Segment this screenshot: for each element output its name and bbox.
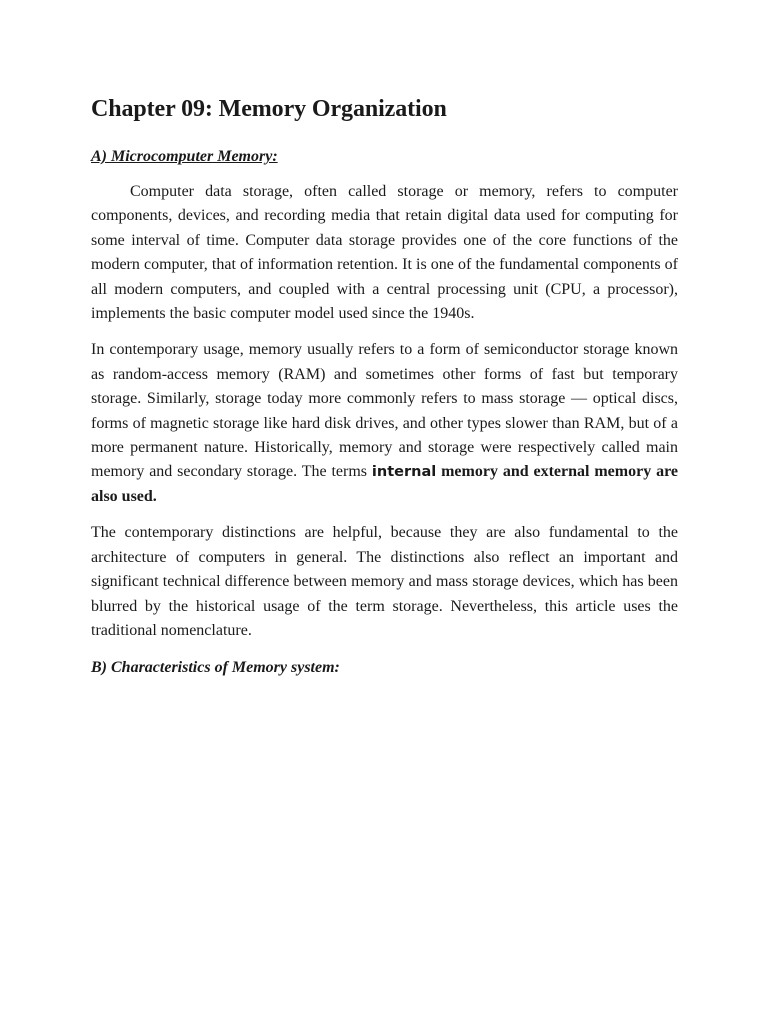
paragraph-2-bold-internal: internal <box>371 464 437 481</box>
paragraph-1: Computer data storage, often called storage or memory, refers to computer components, devices, and recording media that retain digital data used for computing for some interval of time. Computer data storage provides one of the core functions of the modern computer, that of information retention. It is one of the fundamental components of all modern computers, and coupled with a central processing unit (CPU, a processor), implements the basic computer model used since the 1940s. <box>91 183 678 323</box>
section-b-heading: B) Characteristics of Memory system: <box>91 659 340 677</box>
section-a-heading: A) Microcomputer Memory: <box>91 148 278 165</box>
document-page <box>91 92 678 691</box>
paragraph-2-bold-rest: memory and external memory are also used. <box>91 463 679 505</box>
chapter-title: Chapter 09: Memory Organization <box>91 96 447 122</box>
paragraph-2 <box>91 338 678 509</box>
paragraph-2-text: In contemporary usage, memory usually refers to a form of semiconductor storage known as random-access memory (RAM) and sometimes other forms of fast but temporary storage. Similarly, storage today more commonly refers to mass storage — optical discs, forms of magnetic storage like hard disk drives, and other types slower than RAM, but of a more permanent nature. Historically, memory and storage were respectively called main memory and secondary storage. The terms <box>91 341 678 481</box>
paragraph-3: The contemporary distinctions are helpful, because they are also fundamental to the architecture of computers in general. The distinctions also reflect an important and significant technical difference between memory and mass storage devices, which has been blurred by the historical usage of the term storage. Nevertheless, this article uses the traditional nomenclature. <box>91 524 678 639</box>
